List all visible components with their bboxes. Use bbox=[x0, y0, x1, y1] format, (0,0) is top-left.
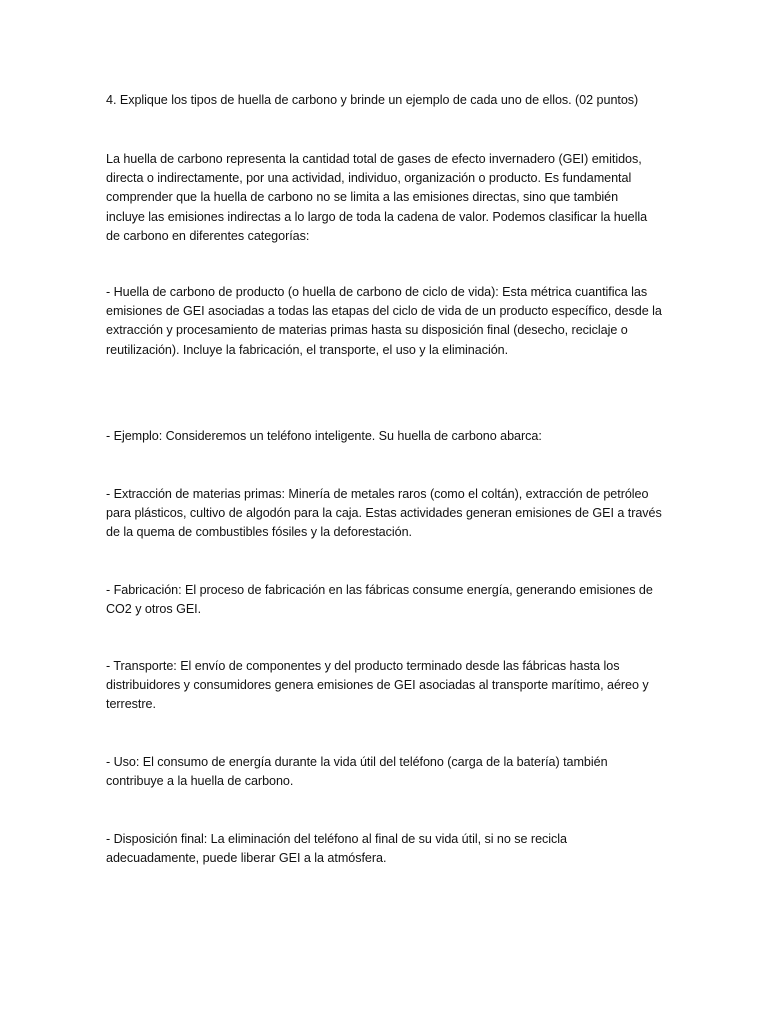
transport-line: - Transporte: El envío de componentes y del producto terminado desde las fábricas hasta los bbox=[106, 659, 620, 673]
question-line: 4. Explique los tipos de huella de carbono y brinde un ejemplo de cada uno de ellos. (02 puntos) bbox=[106, 93, 639, 107]
raw-materials-line: para plásticos, cultivo de algodón para la caja. Estas actividades generan emisiones de GEI a través bbox=[106, 506, 662, 521]
disposal-paragraph bbox=[106, 830, 666, 868]
intro-line: comprender que la huella de carbono no se limita a las emisiones directas, sino que también bbox=[106, 190, 619, 205]
raw-materials-line: de la quema de combustibles fósiles y la deforestación. bbox=[106, 525, 412, 540]
product-footprint-line: extracción y procesamiento de materias primas hasta su disposición final (desecho, reciclaje o bbox=[106, 323, 628, 338]
transport-line: terrestre. bbox=[106, 697, 156, 712]
intro-line: directa o indirectamente, por una actividad, individuo, organización o producto. Es fundamental bbox=[106, 171, 632, 186]
disposal-line: adecuadamente, puede liberar GEI a la atmósfera. bbox=[106, 851, 387, 866]
intro-line: La huella de carbono representa la cantidad total de gases de efecto invernadero (GEI) emitidos, bbox=[106, 152, 642, 166]
raw-materials-line: - Extracción de materias primas: Minería de metales raros (como el coltán), extracción de petróleo bbox=[106, 487, 649, 501]
intro-paragraph bbox=[106, 150, 666, 246]
raw-materials-paragraph bbox=[106, 485, 666, 543]
use-line: contribuye a la huella de carbono. bbox=[106, 774, 294, 789]
manufacturing-paragraph bbox=[106, 581, 666, 619]
intro-line: incluye las emisiones indirectas a lo largo de toda la cadena de valor. Podemos clasificar la huella bbox=[106, 209, 648, 224]
manufacturing-line: - Fabricación: El proceso de fabricación en las fábricas consume energía, generando emisiones de bbox=[106, 583, 653, 597]
example-paragraph bbox=[106, 427, 666, 446]
product-footprint-line: emisiones de GEI asociadas a todas las etapas del ciclo de vida de un producto específico, desde la bbox=[106, 304, 662, 319]
use-paragraph bbox=[106, 753, 666, 791]
product-footprint-line: - Huella de carbono de producto (o huella de carbono de ciclo de vida): Esta métrica cuantifica las bbox=[106, 285, 648, 299]
transport-paragraph bbox=[106, 657, 666, 715]
example-line: - Ejemplo: Consideremos un teléfono inteligente. Su huella de carbono abarca: bbox=[106, 429, 542, 443]
disposal-line: - Disposición final: La eliminación del teléfono al final de su vida útil, si no se recicla bbox=[106, 832, 567, 846]
product-footprint-paragraph bbox=[106, 283, 666, 360]
transport-line: distribuidores y consumidores genera emisiones de GEI asociadas al transporte marítimo, aéreo y bbox=[106, 678, 649, 693]
manufacturing-line: CO2 y otros GEI. bbox=[106, 602, 202, 617]
use-line: - Uso: El consumo de energía durante la vida útil del teléfono (carga de la batería) también bbox=[106, 755, 608, 769]
intro-line: de carbono en diferentes categorías: bbox=[106, 228, 310, 243]
product-footprint-line: reutilización). Incluye la fabricación, el transporte, el uso y la eliminación. bbox=[106, 342, 509, 357]
question-heading bbox=[106, 91, 666, 110]
